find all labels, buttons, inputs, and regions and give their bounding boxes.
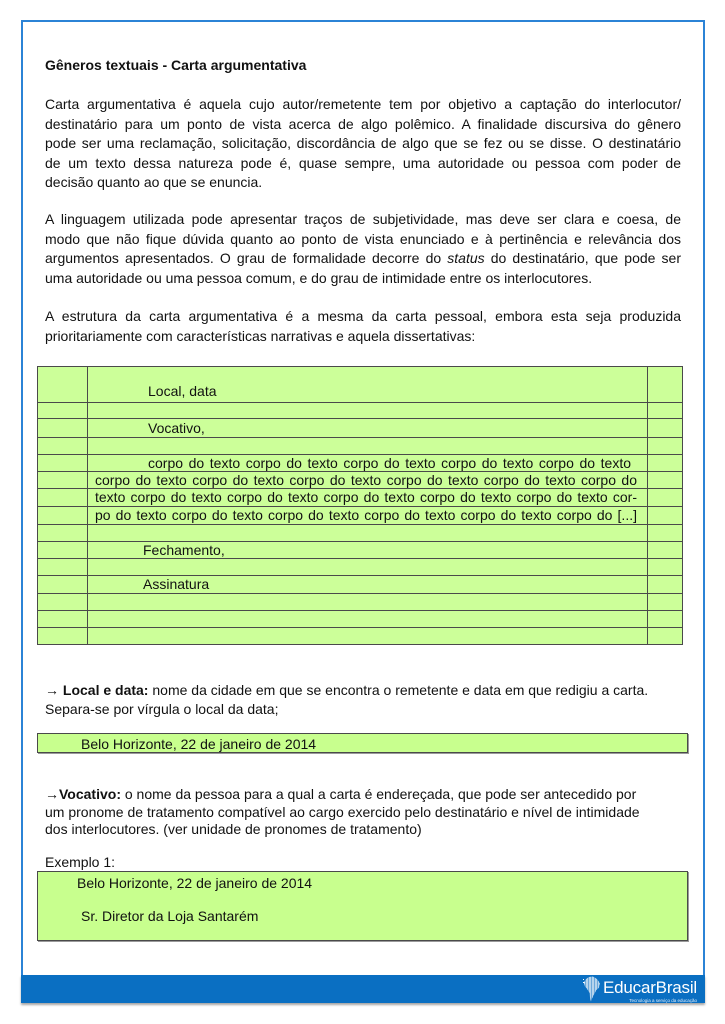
vocativo-explanation — [45, 786, 640, 839]
example-date-text: Belo Horizonte, 22 de janeiro de 2014 — [77, 875, 313, 891]
example-vocativo-text: Sr. Diretor da Loja Santarém — [81, 908, 259, 924]
term-label: Local e data: — [62, 682, 149, 698]
text-line: um pronome de tratamento compatível ao cargo exercido pelo destinatário e nível de intimidade — [45, 803, 640, 820]
arrow-right-icon: → — [45, 786, 59, 802]
text-line: A linguagem utilizada pode apresentar traços de subjetividade, mas deve ser clara e coesa, de — [45, 211, 681, 227]
local-data-example-box — [37, 733, 688, 753]
text-line — [45, 786, 640, 804]
cell-vocativo: Vocativo, — [148, 420, 205, 436]
table-row — [38, 593, 682, 610]
page-title: Gêneros textuais - Carta argumentativa — [45, 57, 307, 73]
example-date-text: Belo Horizonte, 22 de janeiro de 2014 — [81, 736, 317, 752]
text-segment: do destinatário, que pode ser — [484, 250, 681, 267]
text-segment: nome da cidade em que se encontra o remetente e data em que redigiu a carta. — [148, 682, 649, 698]
text-line: de um texto dessa natureza pode é, quase sempre, uma autoridade ou pessoa com poder de — [45, 154, 681, 171]
paragraph-language — [45, 210, 681, 288]
text-line: decisão quanto ao que se enuncia. — [45, 174, 263, 191]
text-line: dos interlocutores. (ver unidade de pronomes de tratamento) — [45, 821, 422, 838]
text-line: destinatário para um ponto de vista acerca de algo polêmico. A finalidade discursiva do gênero — [45, 115, 681, 132]
arrow-right-icon: → — [45, 682, 59, 698]
table-row — [38, 524, 682, 541]
text-line — [45, 681, 648, 700]
cell-local-data: Local, data — [148, 383, 217, 399]
table-row — [38, 610, 682, 627]
table-row — [38, 402, 682, 418]
table-row — [38, 575, 682, 593]
table-row — [38, 627, 682, 644]
text-line — [45, 249, 681, 269]
logo-text — [603, 976, 697, 1003]
term-label: Vocativo: — [59, 786, 121, 802]
italic-term-status: status — [447, 250, 485, 267]
paragraph-definition — [45, 95, 681, 193]
cell-fechamento: Fechamento, — [143, 542, 225, 558]
cell-body-text: corpo do texto corpo do texto corpo do texto corpo do texto corpo do texto corpo do — [95, 472, 637, 488]
text-line: uma autoridade ou uma pessoa comum, e do grau de intimidade entre os interlocutores. — [45, 269, 593, 286]
cell-assinatura: Assinatura — [143, 576, 210, 592]
table-row — [38, 506, 682, 524]
page-footer — [21, 975, 705, 1003]
educarbrasil-logo — [583, 976, 697, 1003]
table-row — [38, 558, 682, 575]
example-1-box — [37, 871, 688, 941]
text-line: Carta argumentativa é aquela cujo autor/remetente tem por objetivo a captação do interlocutor/ — [45, 96, 681, 112]
local-data-explanation — [45, 681, 648, 719]
text-line: prioritariamente com características narrativas e aquela dissertativas: — [45, 327, 476, 344]
cell-body-text: corpo do texto corpo do texto corpo do texto corpo do texto corpo do texto — [148, 455, 631, 471]
example-label: Exemplo 1: — [45, 854, 116, 870]
letter-structure-table — [37, 366, 683, 645]
paragraph-structure — [45, 307, 681, 346]
text-segment: o nome da pessoa para a qual a carta é endereçada, que pode ser antecedido por — [120, 786, 637, 802]
text-line: pode ser uma reclamação, solicitação, discordância de algo que se fez ou se disse. O destinatário — [45, 135, 681, 152]
table-row — [38, 437, 682, 454]
cell-body-text: texto corpo do texto corpo do texto corpo do texto corpo do texto corpo do texto cor- — [95, 489, 637, 505]
table-row — [38, 471, 682, 488]
table-row — [38, 367, 682, 402]
text-line: A estrutura da carta argumentativa é a mesma da carta pessoal, embora esta seja produzida — [45, 308, 681, 324]
brand-name: EducarBrasil — [603, 978, 697, 997]
brand-tagline: Tecnologia a serviço da educação — [629, 998, 697, 1003]
table-row — [38, 541, 682, 558]
table-row — [38, 488, 682, 506]
south-america-map-icon — [583, 976, 601, 1002]
text-line: Separa-se por vírgula o local da data; — [45, 701, 279, 717]
cell-body-text: po do texto corpo do texto corpo do texto corpo do texto corpo do texto corpo do [...] — [95, 507, 637, 523]
table-row — [38, 454, 682, 471]
text-line: modo que não fique dúvida quanto ao ponto de vista enunciado e à pertinência e relevância dos — [45, 230, 681, 247]
table-row — [38, 418, 682, 437]
text-segment: argumentos apresentados. O grau de formalidade decorre do — [45, 250, 448, 267]
